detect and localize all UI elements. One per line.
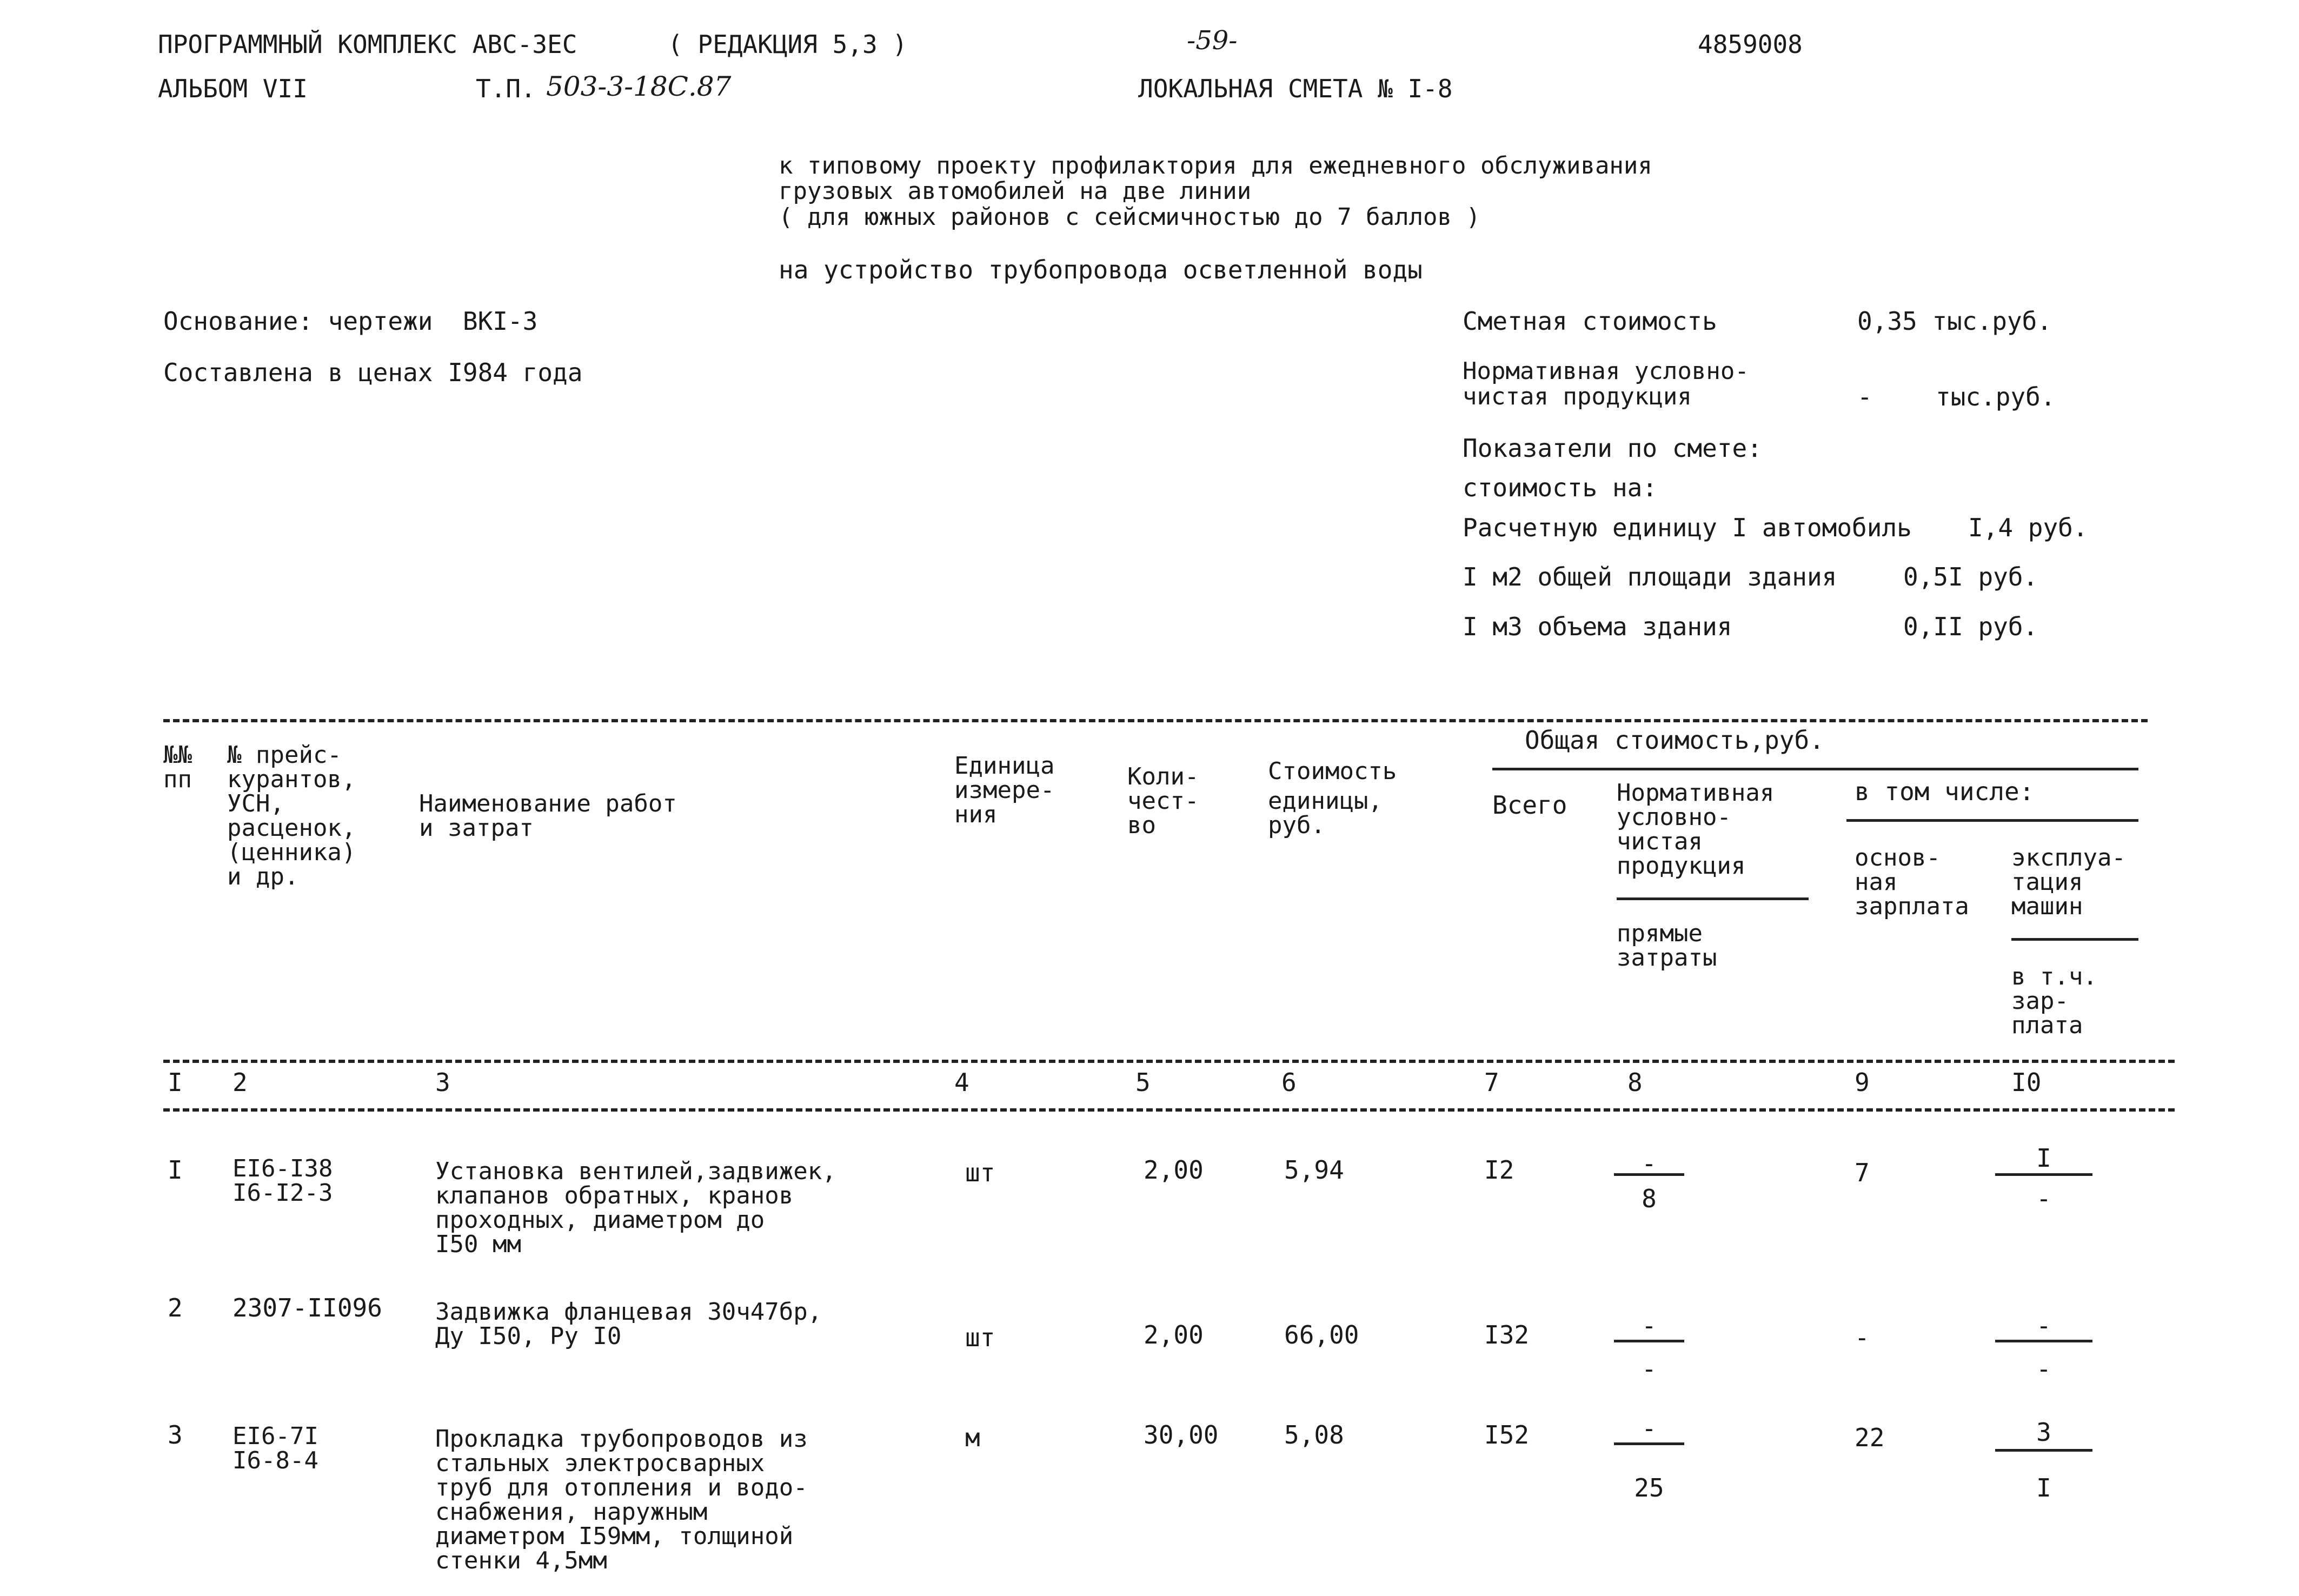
header-col-2-line-4: расценок, [227, 814, 356, 842]
row-2-code-1: 2307-II096 [232, 1293, 382, 1322]
area-cost-label: I м2 общей площади здания [1463, 562, 1837, 591]
subject-line-3: ( для южных районов с сейсмичностью до 7 баллов ) [779, 203, 1481, 231]
column-number-9: 9 [1855, 1068, 1870, 1097]
row-2-c8-bottom: - [1642, 1354, 1657, 1384]
header-col-6-line-3: руб. [1268, 812, 1325, 839]
row-1-c8-bottom: 8 [1642, 1184, 1657, 1213]
row-2-c8-fraction-line [1614, 1340, 1684, 1342]
header-col-1-line-2: пп [163, 766, 192, 793]
header-col-2-line-2: курантов, [227, 766, 356, 793]
row-2-number: 2 [168, 1293, 183, 1322]
row-3-c9: 22 [1855, 1423, 1885, 1452]
estimate-cost-value: 0,35 тыс.руб. [1857, 307, 2052, 336]
header-col-8-bottom-line-1: прямые [1617, 920, 1703, 947]
norm-production-label-2: чистая продукция [1463, 383, 1692, 410]
estimate-title: ЛОКАЛЬНАЯ СМЕТА № I-8 [1138, 74, 1453, 103]
row-1-total: I2 [1484, 1155, 1514, 1185]
col-10-divider [2011, 938, 2138, 941]
header-col-9-line-3: зарплата [1855, 893, 1969, 920]
row-3-number: 3 [168, 1420, 183, 1449]
row-2-c10-top: - [2036, 1311, 2051, 1340]
header-col-8-line-3: чистая [1617, 828, 1703, 855]
basis-prices: Составлена в ценах I984 года [163, 358, 583, 387]
column-number-10: I0 [2011, 1068, 2042, 1097]
header-col-3-line-2: и затрат [419, 814, 534, 842]
row-1-name-1: Установка вентилей,задвижек, [435, 1158, 836, 1185]
row-1-c10-fraction-line [1995, 1173, 2092, 1176]
header-col-2-line-5: (ценника) [227, 839, 356, 866]
header-col-10-bottom-line-3: плата [2011, 1012, 2083, 1039]
column-number-5: 5 [1135, 1068, 1151, 1097]
row-2-total: I32 [1484, 1320, 1530, 1349]
row-3-quantity: 30,00 [1144, 1420, 1219, 1449]
row-2-c9: - [1855, 1323, 1870, 1352]
header-col-8-line-1: Нормативная [1617, 779, 1775, 807]
header-col-5-line-1: Коли- [1127, 763, 1199, 790]
volume-cost-label: I м3 объема здания [1463, 612, 1732, 641]
program-title: ПРОГРАММНЫЙ КОМПЛЕКС АВС-ЗЕС [158, 30, 577, 59]
row-2-unit: шт [965, 1323, 995, 1352]
row-3-name-6: стенки 4,5мм [435, 1547, 607, 1574]
row-2-quantity: 2,00 [1144, 1320, 1204, 1349]
volume-cost-value: 0,II руб. [1903, 612, 2038, 641]
header-col-10-line-2: тация [2011, 868, 2083, 896]
header-col-2-line-1: № прейс- [227, 741, 342, 769]
header-col-8-line-2: условно- [1617, 803, 1731, 831]
row-2-c8-top: - [1642, 1311, 1657, 1340]
norm-production-unit: тыс.руб. [1936, 382, 2056, 411]
row-3-code-2: I6-8-4 [232, 1447, 318, 1474]
row-3-c10-top: 3 [2036, 1418, 2051, 1447]
album-label: АЛЬБОМ VII [158, 74, 308, 103]
row-3-unit-price: 5,08 [1284, 1420, 1344, 1449]
header-col-7: Всего [1492, 790, 1567, 820]
cost-for-label: стоимость на: [1463, 473, 1658, 502]
row-1-c9: 7 [1855, 1158, 1870, 1187]
row-2-name-2: Ду I50, Ру I0 [435, 1322, 622, 1350]
column-number-8: 8 [1627, 1068, 1643, 1097]
row-1-code-2: I6-I2-3 [232, 1179, 333, 1207]
row-1-c10-top: I [2036, 1143, 2051, 1173]
row-2-name-1: Задвижка фланцевая 30ч47бр, [435, 1298, 822, 1326]
header-col-9-line-2: ная [1855, 868, 1898, 896]
header-col-6-line-2: единицы, [1268, 787, 1383, 815]
page-number: -59- [1187, 25, 1238, 56]
row-2-c10-fraction-line [1995, 1340, 2092, 1342]
row-1-c10-bottom: - [2036, 1184, 2051, 1213]
row-1-unit-price: 5,94 [1284, 1155, 1344, 1185]
header-col-10-line-1: эксплуа- [2011, 844, 2126, 872]
header-col-2-line-6: и др. [227, 863, 299, 890]
row-1-quantity: 2,00 [1144, 1155, 1204, 1185]
header-col-5-line-3: во [1127, 812, 1156, 839]
row-3-code-1: ЕI6-7I [232, 1422, 318, 1450]
basis-drawings: Основание: чертежи ВКI-3 [163, 307, 538, 336]
row-1-c8-top: - [1642, 1149, 1657, 1178]
unit-cost-value: I,4 руб. [1968, 513, 2088, 542]
row-3-c8-top: - [1642, 1414, 1657, 1443]
subject-line-2: грузовых автомобилей на две линии [779, 177, 1252, 205]
column-number-2: 2 [232, 1068, 248, 1097]
row-2-unit-price: 66,00 [1284, 1320, 1359, 1349]
header-col-10-bottom-line-2: зар- [2011, 987, 2069, 1015]
column-number-1: I [168, 1068, 183, 1097]
column-numbers-top-rule [163, 1060, 2175, 1063]
estimate-cost-label: Сметная стоимость [1463, 307, 1717, 336]
row-2-c10-bottom: - [2036, 1354, 2051, 1384]
row-1-name-2: клапанов обратных, кранов [435, 1182, 794, 1209]
row-3-name-3: труб для отопления и водо- [435, 1474, 808, 1501]
document-code: 4859008 [1698, 30, 1803, 59]
tp-label: Т.П. [476, 74, 536, 103]
header-col-1-line-1: №№ [163, 741, 192, 769]
row-3-c8-bottom: 25 [1634, 1473, 1664, 1502]
area-cost-value: 0,5I руб. [1903, 562, 2038, 591]
row-3-total: I52 [1484, 1420, 1530, 1449]
row-3-unit: м [965, 1423, 980, 1452]
subject-line-1: к типовому проекту профилактория для ежедневного обслуживания [779, 152, 1652, 179]
row-1-number: I [168, 1155, 183, 1185]
col-8-divider [1617, 897, 1809, 900]
tp-number: 503-3-18С.87 [546, 71, 732, 102]
row-3-name-1: Прокладка трубопроводов из [435, 1425, 808, 1453]
column-number-4: 4 [954, 1068, 969, 1097]
row-1-unit: шт [965, 1158, 995, 1187]
header-col-4-line-1: Единица [954, 752, 1055, 780]
column-number-3: 3 [435, 1068, 450, 1097]
indicators-label: Показатели по смете: [1463, 434, 1762, 463]
header-col-9-line-1: основ- [1855, 844, 1941, 872]
column-numbers-bottom-rule [163, 1108, 2175, 1112]
unit-cost-label: Расчетную единицу I автомобиль [1463, 513, 1912, 542]
header-total-cost: Общая стоимость,руб. [1525, 726, 1824, 755]
row-3-name-4: снабжения, наружным [435, 1498, 708, 1526]
row-1-name-4: I50 мм [435, 1231, 521, 1258]
norm-production-label-1: Нормативная условно- [1463, 357, 1749, 385]
edition-label: ( РЕДАКЦИЯ 5,3 ) [668, 30, 908, 59]
row-3-name-2: стальных электросварных [435, 1449, 765, 1477]
column-number-7: 7 [1484, 1068, 1499, 1097]
header-col-4-line-3: ния [954, 801, 998, 828]
row-3-name-5: диаметром I59мм, толщиной [435, 1522, 794, 1550]
header-col-6-line-1: Стоимость [1268, 757, 1397, 785]
row-1-name-3: проходных, диаметром до [435, 1206, 765, 1234]
header-col-8-line-4: продукция [1617, 852, 1746, 880]
row-1-code-1: ЕI6-I38 [232, 1155, 333, 1182]
column-number-6: 6 [1281, 1068, 1297, 1097]
header-including: в том числе: [1855, 777, 2035, 806]
header-col-10-bottom-line-1: в т.ч. [2011, 963, 2097, 990]
header-col-2-line-3: УСН, [227, 790, 284, 817]
header-col-5-line-2: чест- [1127, 787, 1199, 815]
norm-production-dash: - [1857, 382, 1872, 411]
header-col-4-line-2: измере- [954, 776, 1055, 804]
header-col-8-bottom-line-2: затраты [1617, 944, 1717, 972]
row-1-c8-fraction-line [1614, 1173, 1684, 1176]
header-col-3-line-1: Наименование работ [419, 790, 677, 817]
total-cost-rule [1492, 768, 2138, 770]
row-3-c10-fraction-line [1995, 1449, 2092, 1452]
header-col-10-line-3: машин [2011, 893, 2083, 920]
table-top-rule [163, 719, 2148, 722]
row-3-c10-bottom: I [2036, 1473, 2051, 1502]
subject-line-4: на устройство трубопровода осветленной воды [779, 255, 1423, 284]
row-3-c8-fraction-line [1614, 1442, 1684, 1445]
including-rule [1846, 819, 2138, 822]
